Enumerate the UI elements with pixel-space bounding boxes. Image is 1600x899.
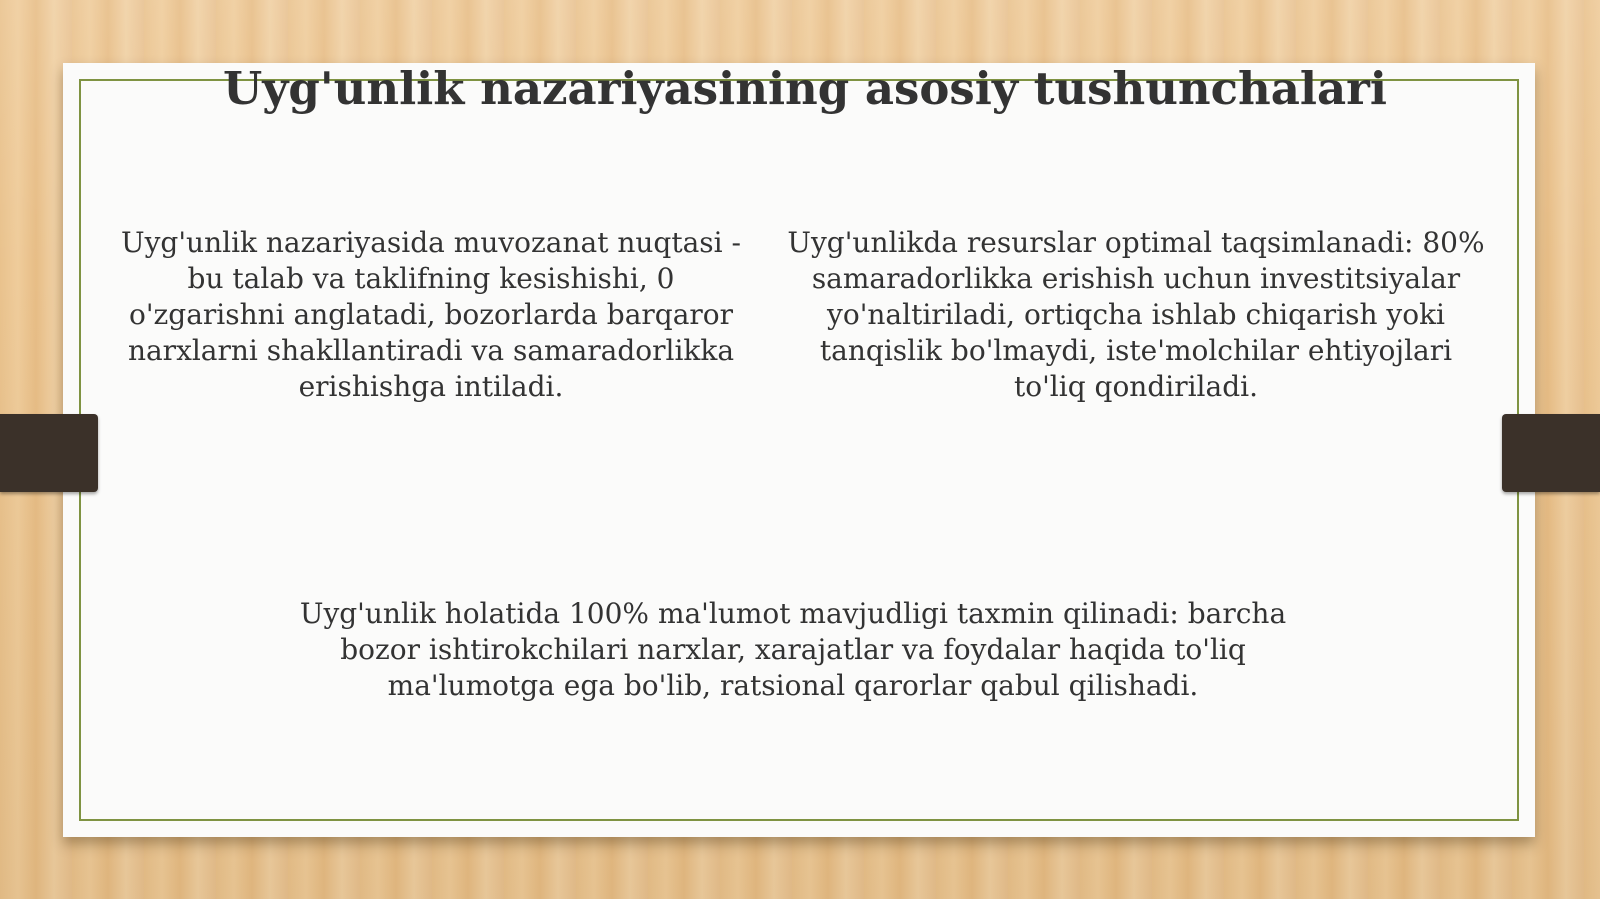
slide-title: Uyg'unlik nazariyasining asosiy tushunchalari bbox=[223, 62, 1387, 115]
left-binder-clip bbox=[0, 414, 98, 492]
slide-inner-border bbox=[79, 79, 1519, 821]
text-block-information: Uyg'unlik holatida 100% ma'lumot mavjudligi taxmin qilinadi: barcha bozor ishtirokchilari narxlar, xarajatlar va foydalar haqida to'liq ma'lumotga ega bo'lib, ratsional qarorlar qabul qilishadi. bbox=[299, 597, 1287, 702]
text-block-resources: Uyg'unlikda resurslar optimal taqsimlanadi: 80% samaradorlikka erishish uchun investitsiyalar yo'naltiriladi, ortiqcha ishlab chiqarish yoki tanqislik bo'lmaydi, iste'molchilar ehtiyojlari to'liq qondiriladi. bbox=[787, 226, 1485, 403]
slide-card bbox=[63, 63, 1535, 837]
text-block-equilibrium: Uyg'unlik nazariyasida muvozanat nuqtasi - bu talab va taklifning kesishishi, 0 o'zgarishni anglatadi, bozorlarda barqaror narxlarni shakllantiradi va samaradorlikka erishishga intiladi. bbox=[121, 226, 741, 403]
right-binder-clip bbox=[1502, 414, 1600, 492]
